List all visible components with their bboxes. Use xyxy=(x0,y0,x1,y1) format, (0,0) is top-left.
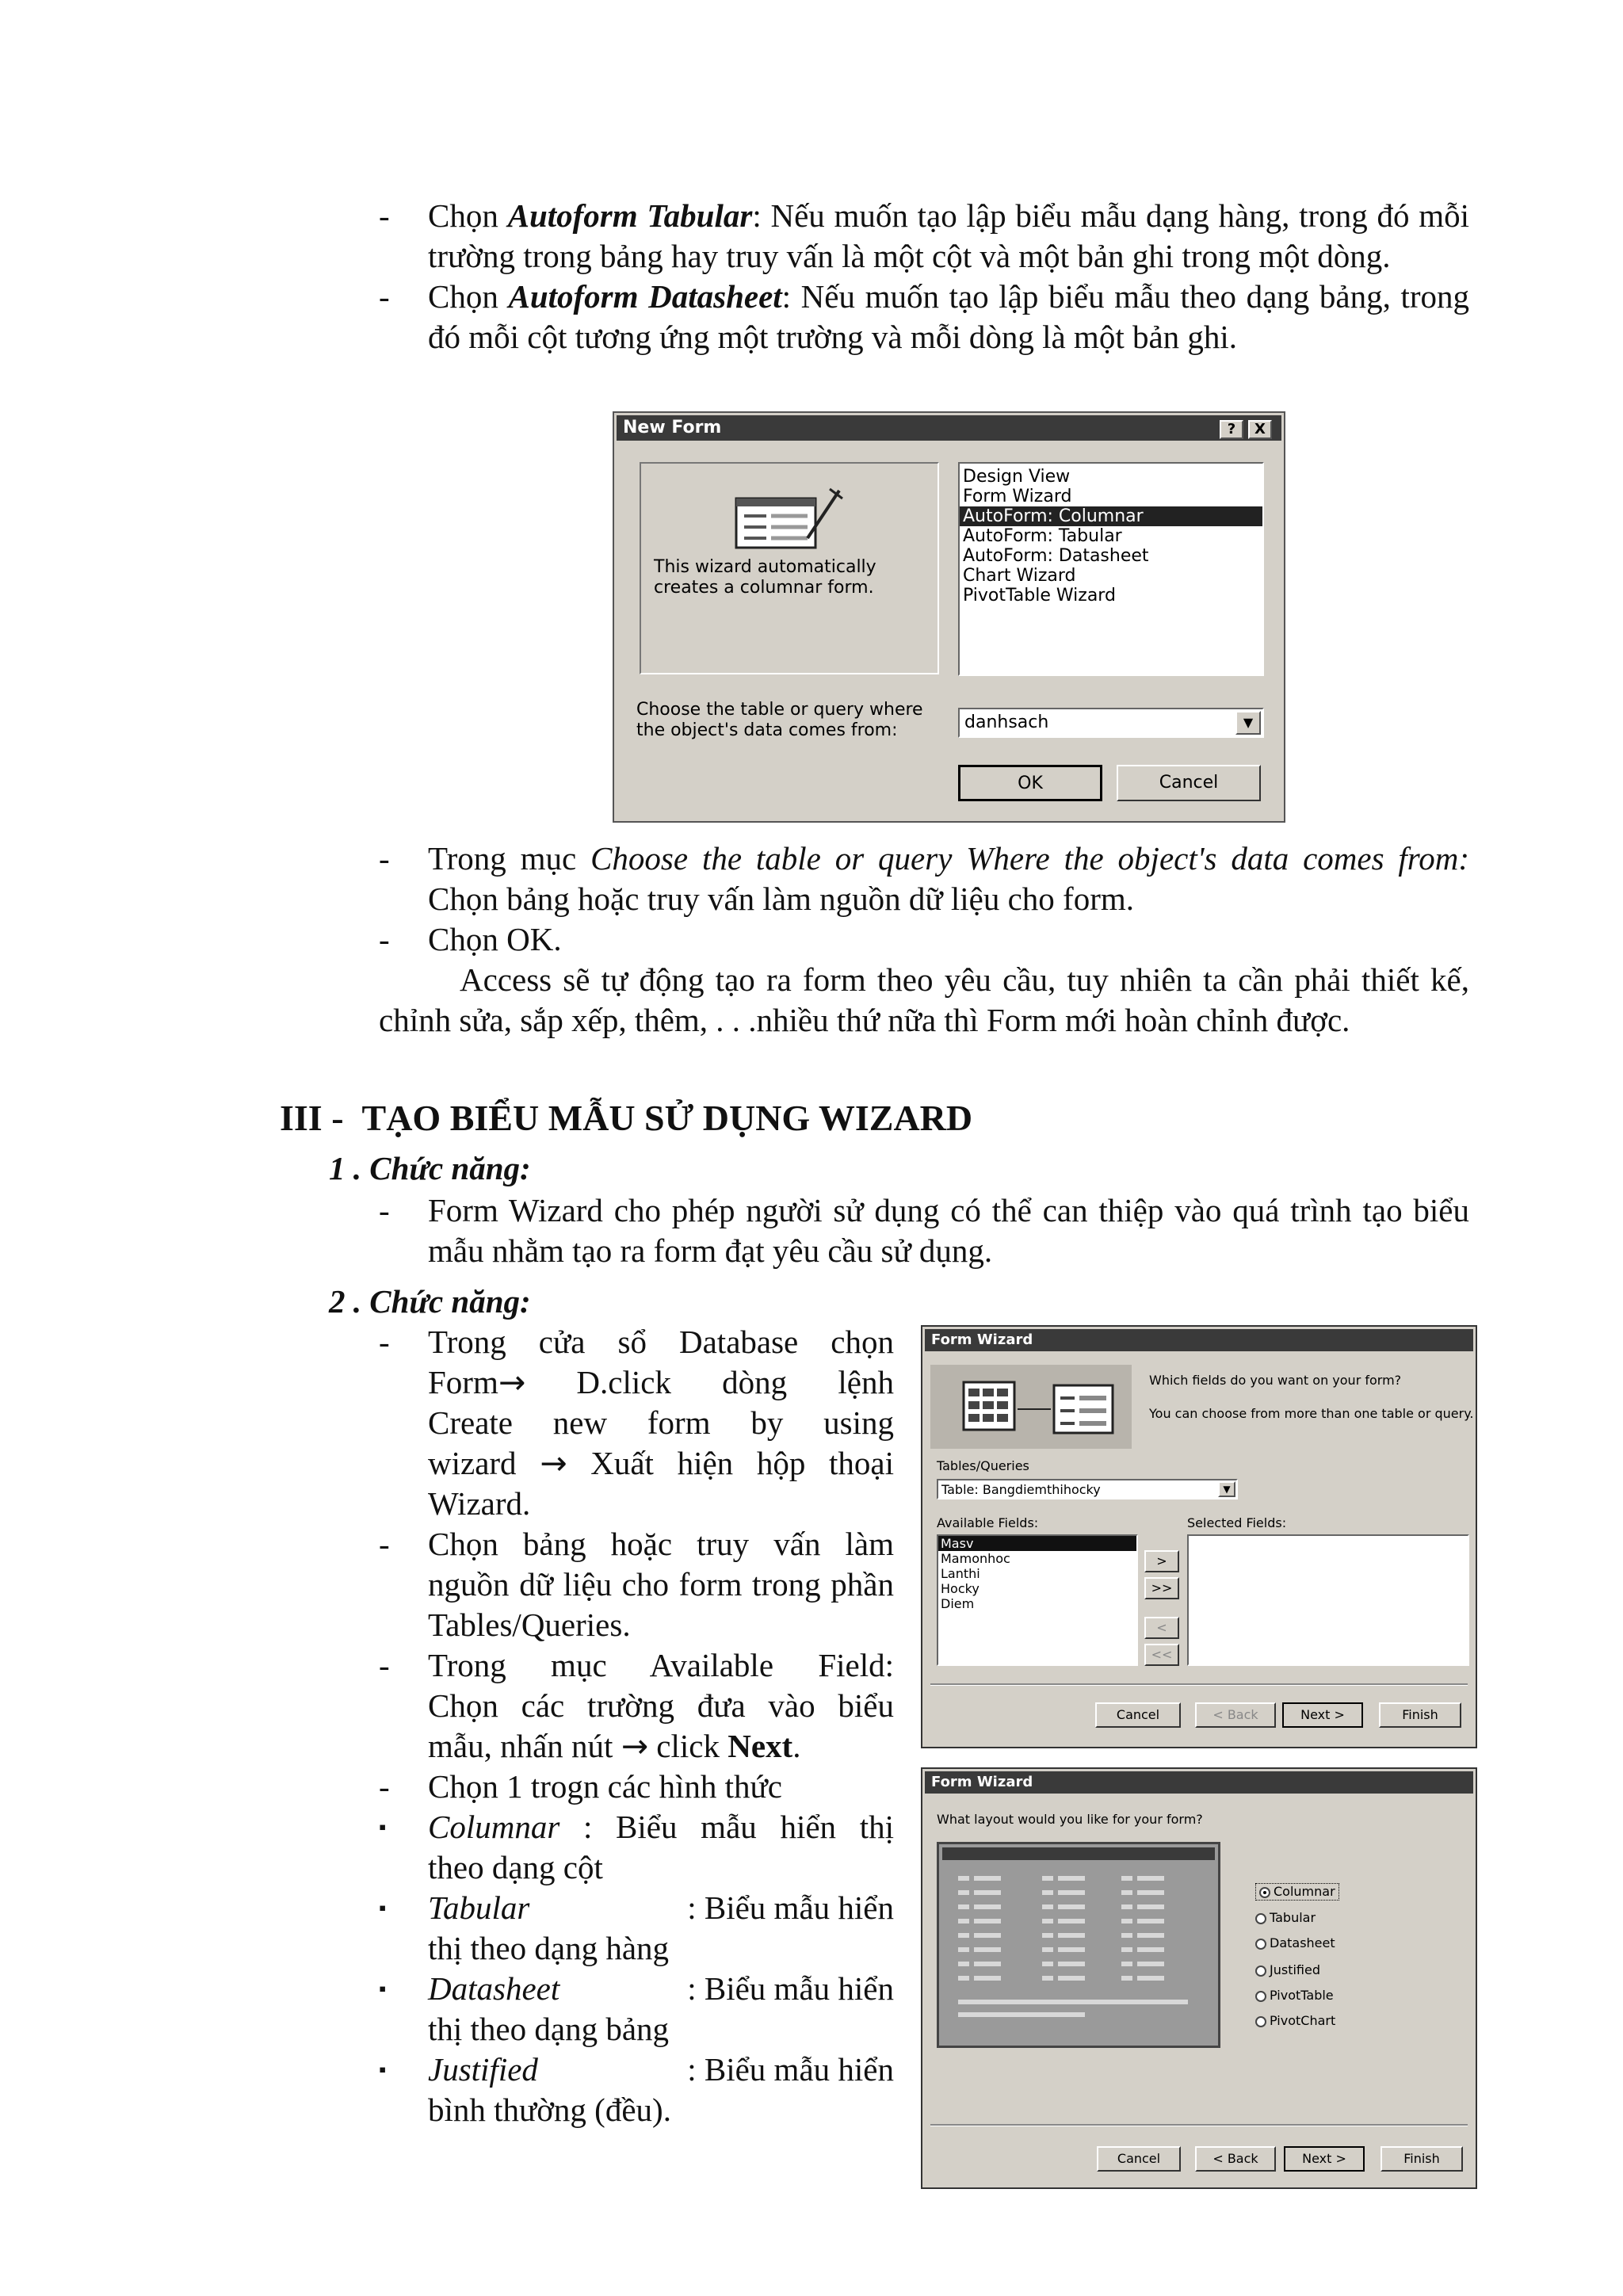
form-type-list[interactable] xyxy=(958,462,1264,676)
divider xyxy=(930,2124,1468,2126)
form-wizard-fields-dialog xyxy=(921,1325,1477,1748)
close-button[interactable]: X xyxy=(1248,420,1272,439)
cancel-button[interactable]: Cancel xyxy=(1095,1702,1181,1728)
radio-dot xyxy=(1255,1966,1266,1977)
move-all-left-button[interactable]: << xyxy=(1144,1644,1179,1666)
new-form-dialog xyxy=(613,411,1285,823)
arrow-icon: → xyxy=(540,1444,567,1482)
bullet-datasheet: ▪ Datasheet : Biểu mẫu hiển thị theo dạng bảng xyxy=(379,1970,894,2047)
form-wizard-icon xyxy=(735,483,846,554)
next-button[interactable]: Next > xyxy=(1282,1702,1363,1728)
table-select[interactable] xyxy=(937,1479,1238,1499)
radio-dot xyxy=(1259,1887,1270,1898)
columnar-preview-icon xyxy=(955,1873,1193,2031)
tables-queries-label: Tables/Queries xyxy=(937,1458,1029,1473)
divider xyxy=(930,1683,1468,1686)
field-item[interactable]: Mamonhoc xyxy=(941,1551,1010,1566)
section-heading: III - TẠO BIỂU MẪU SỬ DỤNG WIZARD xyxy=(280,1098,973,1138)
available-fields-list[interactable] xyxy=(937,1534,1138,1666)
radio-dot xyxy=(1255,1991,1266,2002)
list-item-form-wizard: - Form Wizard cho phép người sử dụng có thể can thiệp vào quá trình tạo biểu mẫu nhằm tạo ra form đạt yêu cầu sử dụng. xyxy=(379,1192,1469,1269)
cancel-button[interactable]: Cancel xyxy=(1117,765,1261,801)
radio-columnar[interactable]: Columnar xyxy=(1255,1883,1339,1901)
radio-justified[interactable]: Justified xyxy=(1255,1962,1320,1978)
radio-dot xyxy=(1255,2016,1266,2027)
bullet-justified: ▪ Justified : Biểu mẫu hiển bình thường (đều). xyxy=(379,2051,894,2128)
layout-question: What layout would you like for your form? xyxy=(937,1812,1203,1827)
preview-panel xyxy=(640,462,939,674)
cancel-button[interactable]: Cancel xyxy=(1097,2146,1181,2172)
steps-list xyxy=(379,1322,894,2130)
source-select-value: danhsach xyxy=(964,712,1049,732)
ok-button[interactable]: OK xyxy=(958,765,1102,801)
option-autoform-tabular[interactable]: AutoForm: Tabular xyxy=(963,526,1122,546)
body-paragraph: Access sẽ tự động tạo ra form theo yêu cầu, tuy nhiên ta cần phải thiết kế, chỉnh sửa, sắp xếp, thêm, . . .nhiều thứ nữa thì Form mới hoàn chỉnh được. xyxy=(379,961,1469,1038)
step-open-database: - Trong cửa sổ Database chọn Form→ D.click dòng lệnh Create new form by using wizard → Xuất hiện hộp thoại Wizard. xyxy=(379,1324,894,1522)
move-one-right-button[interactable]: > xyxy=(1144,1550,1179,1572)
list-item-choose-ok: - Chọn OK. xyxy=(379,921,562,957)
help-button[interactable]: ? xyxy=(1220,420,1243,439)
radio-dot xyxy=(1255,1939,1266,1950)
available-fields-label: Available Fields: xyxy=(937,1515,1039,1530)
radio-pivottable[interactable]: PivotTable xyxy=(1255,1988,1334,2004)
field-item[interactable]: Hocky xyxy=(941,1581,980,1596)
back-button[interactable]: < Back xyxy=(1195,2146,1276,2172)
choose-source-label: Choose the table or query where the object's data comes from: xyxy=(636,700,923,740)
subsection-1-heading: 1 . Chức năng: xyxy=(329,1150,531,1186)
layout-preview xyxy=(937,1842,1220,2048)
option-pivottable-wizard[interactable]: PivotTable Wizard xyxy=(963,586,1116,606)
field-item[interactable]: Masv xyxy=(938,1536,1136,1551)
finish-button[interactable]: Finish xyxy=(1379,1702,1461,1728)
list-item-autoform-datasheet: - Chọn Autoform Datasheet: Nếu muốn tạo lập biểu mẫu theo dạng bảng, trong đó mỗi cột tương ứng một trường và mỗi dòng là một bản ghi. xyxy=(379,278,1469,355)
finish-button[interactable]: Finish xyxy=(1381,2146,1463,2172)
table-to-form-icon xyxy=(930,1365,1132,1449)
form-wizard-titlebar: Form Wizard xyxy=(925,1329,1473,1351)
bullet-tabular: ▪ Tabular : Biểu mẫu hiển thị theo dạng hàng xyxy=(379,1889,894,1966)
option-design-view[interactable]: Design View xyxy=(963,467,1071,487)
radio-tabular[interactable]: Tabular xyxy=(1255,1910,1316,1926)
radio-datasheet[interactable]: Datasheet xyxy=(1255,1935,1335,1951)
field-item[interactable]: Diem xyxy=(941,1596,975,1611)
selected-fields-list[interactable] xyxy=(1187,1534,1469,1666)
chevron-down-icon[interactable]: ▼ xyxy=(1235,711,1261,735)
table-select-value: Table: Bangdiemthihocky xyxy=(941,1482,1101,1497)
field-item[interactable]: Lanthi xyxy=(941,1566,980,1581)
preview-header xyxy=(942,1847,1215,1860)
option-form-wizard[interactable]: Form Wizard xyxy=(963,487,1072,506)
wizard-image xyxy=(930,1365,1132,1449)
arrow-icon: → xyxy=(621,1727,649,1765)
subsection-1-list xyxy=(379,1190,1469,1271)
back-button[interactable]: < Back xyxy=(1195,1702,1276,1728)
subsection-2-heading: 2 . Chức năng: xyxy=(329,1283,531,1320)
chevron-down-icon[interactable]: ▼ xyxy=(1218,1481,1235,1497)
step-choose-table: - Chọn bảng hoặc truy vấn làm nguồn dữ liệu cho form trong phần Tables/Queries. xyxy=(379,1526,894,1643)
radio-pivotchart[interactable]: PivotChart xyxy=(1255,2013,1335,2029)
move-one-left-button[interactable]: < xyxy=(1144,1617,1179,1639)
option-autoform-datasheet[interactable]: AutoForm: Datasheet xyxy=(963,546,1149,566)
top-list xyxy=(379,196,1469,357)
bullet-columnar: ▪ Columnar : Biểu mẫu hiển thị theo dạng cột xyxy=(379,1809,894,1885)
fields-hint: You can choose from more than one table or query. xyxy=(1149,1406,1474,1421)
form-wizard-titlebar: Form Wizard xyxy=(925,1771,1473,1794)
step-choose-layout: - Chọn 1 trogn các hình thức xyxy=(379,1768,782,1805)
form-wizard-layout-dialog xyxy=(921,1767,1477,2189)
source-select[interactable] xyxy=(958,708,1264,738)
step-available-fields: - Trong mục Available Field: Chọn các trường đưa vào biểu mẫu, nhấn nút → click Next. xyxy=(379,1647,894,1765)
option-autoform-columnar[interactable]: AutoForm: Columnar xyxy=(960,506,1262,526)
list-item-choose-source: - Trong mục Choose the table or query Where the object's data comes from: Chọn bảng hoặc truy vấn làm nguồn dữ liệu cho form. xyxy=(379,840,1469,917)
move-all-right-button[interactable]: >> xyxy=(1144,1577,1179,1599)
middle-list xyxy=(379,839,1469,1041)
arrow-icon: → xyxy=(498,1363,526,1401)
radio-dot xyxy=(1255,1913,1266,1924)
new-form-titlebar: New Form ? X xyxy=(617,415,1281,441)
fields-question: Which fields do you want on your form? xyxy=(1149,1373,1402,1388)
wizard-description: This wizard automatically creates a columnar form. xyxy=(654,557,876,598)
selected-fields-label: Selected Fields: xyxy=(1187,1515,1287,1530)
list-item-autoform-tabular: - Chọn Autoform Tabular: Nếu muốn tạo lập biểu mẫu dạng hàng, trong đó mỗi trường trong bảng hay truy vấn là một cột và một bản ghi trong một dòng. xyxy=(379,197,1469,274)
next-button[interactable]: Next > xyxy=(1284,2146,1365,2172)
option-chart-wizard[interactable]: Chart Wizard xyxy=(963,566,1076,586)
